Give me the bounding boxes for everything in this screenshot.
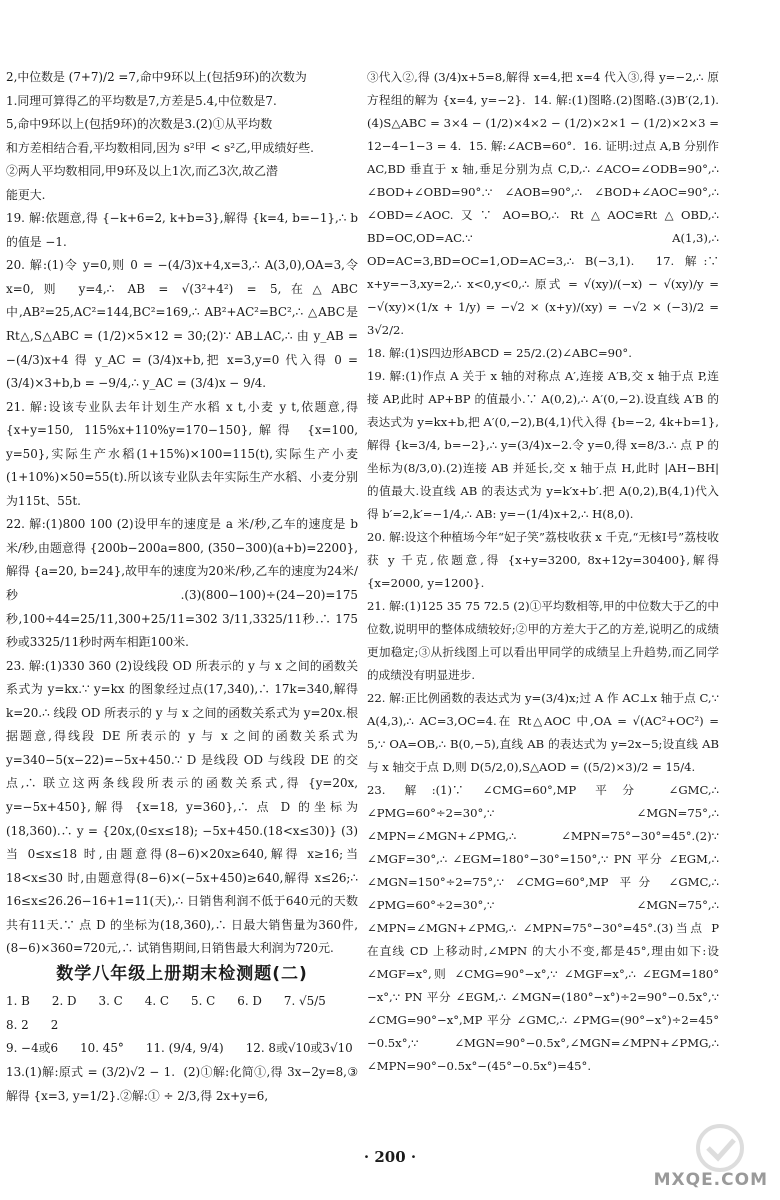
- section-title: 数学八年级上册期末检测题(二): [56, 963, 308, 984]
- choice-answers-row: [6, 990, 358, 1037]
- answer-item: 9. −4或6: [6, 1041, 59, 1056]
- answer-item: 3. C: [98, 994, 123, 1009]
- fill-answers-row: [6, 1037, 358, 1061]
- page-number: · 200 ·: [363, 1148, 417, 1166]
- answer-item: 1. B: [6, 994, 30, 1009]
- answers-13-to-17: ③代入②,得 (3/4)x+5=8,解得 x=4,把 x=4 代入③,得 y=−2,∴ 原方程组的解为 {x=4, y=−2}. 14. 解:(1)图略.(2)图略.(3)B′(2,1).(4)S△ABC = 3×4 − (1/2)×4×2 − (1/2)×2×1 − (1/2)×2×3 = 12−4−1−3 = 4. 15. 解:∠ACB=60°. 16. 证明:过点 A,B 分别作 AC,BD 垂直于 x 轴,垂足分别为点 C,D,∴ ∠ACO=∠ODB=90°,∴ ∠BOD+∠OBD=90°.∵ ∠AOB=90°,∴ ∠BOD+∠AOC=90°,∴ ∠OBD=∠AOC.又∵ AO=BO,∴ Rt△AOC≌Rt△OBD,∴ BD=OC,OD=AC.∵ A(1,3),∴ OD=AC=3,BD=OC=1,OD=AC=3,∴ B(−3,1). 17. 解:∵ x+y=−3,xy=2,∴ x<0,y<0,∴ 原式 = √(xy)/(−x) − √(xy)/y = −√(xy)×(1/x + 1/y) = −√2 × (x+y)/(xy) = −√2 × (−3)/2 = 3√2/2.: [367, 70, 723, 337]
- answer-22: 22. 解:正比例函数的表达式为 y=(3/4)x;过 A 作 AC⊥x 轴于点 C,∵ A(4,3),∴ AC=3,OC=4.在 Rt△AOC 中,OA = √(AC²+OC²) = 5,∵ OA=OB,∴ B(0,−5),直线 AB 的表达式为 y=2x−5;设直线 AB 与 x 轴交于点 D,则 D(5/2,0),S△AOD = ((5/2)×3)/2 = 15/4.: [367, 691, 723, 774]
- answer-item: 11. (9/4, 9/4): [145, 1041, 224, 1056]
- answer-20: 20. 解:设这个种植场今年“妃子笑”荔枝收获 x 千克,“无核Ⅰ号”荔枝收获 y 千克,依题意,得 {x+y=3200, 8x+12y=30400},解得 {x=2000, y=1200}.: [367, 530, 723, 590]
- answer-item: 2. D: [51, 994, 77, 1009]
- answer-item: 2: [50, 1017, 59, 1032]
- answer-21: 21. 解:(1)125 35 75 72.5 (2)①平均数相等,甲的中位数大于乙的中位数,说明甲的整体成绩较好;②甲的方差大于乙的方差,说明乙的成绩更加稳定;③从折线图上可以看出甲同学的成绩呈上升趋势,而乙同学的成绩没有明显进步.: [367, 599, 719, 682]
- answer-item: 10. 45°: [80, 1041, 124, 1056]
- right-column: [367, 66, 723, 1078]
- answer-item: 8. 2: [6, 1017, 29, 1032]
- answer-18: 18. 解:(1)S四边形ABCD = 25/2.(2)∠ABC=90°.: [367, 346, 632, 360]
- answer-item: 7. √5/5: [283, 994, 326, 1009]
- answer-23: 23. 解:(1)330 360 (2)设线段 OD 所表示的 y 与 x 之间的函数关系式为 y=kx.∵ y=kx 的图象经过点(17,340),∴ 17k=340,解得 k=20.∴ 线段 OD 所表示的 y 与 x 之间的函数关系式为 y=20x.根据题意,得线段 DE 所表示的 y 与 x 之间的函数关系式为 y=340−5(x−22)=−5x+450.∵ D 是线段 OD 与线段 DE 的交点,∴ 联立这两条线段所表示的函数关系式,得 {y=20x, y=−5x+450},解得 {x=18, y=360},∴ 点 D 的坐标为(18,360).∴ y = {20x,(0≤x≤18); −5x+450.(18<x≤30)} (3)当 0≤x≤18 时,由题意得(8−6)×20x≥640,解得 x≥16;当 18<x≤30 时,由题意得(8−6)×(−5x+450)≥640,解得 x≤26;∴ 16≤x≤26.26−16+1=11(天),∴ 日销售利润不低于640元的天数共有11天.∵ 点 D 的坐标为(18,360),∴ 日最大销售量为360件,(8−6)×360=720元,∴ 试销售期间,日销售最大利润为720元.: [6, 658, 362, 956]
- answer-20: 20. 解:(1)令 y=0,则 0 = −(4/3)x+4,x=3,∴ A(3,0),OA=3,令 x=0,则 y=4,∴ AB = √(3²+4²) = 5,在△ABC中,AB²=25,AC²=144,BC²=169,∴ AB²+AC²=BC²,∴ △ABC是Rt△,S△ABC = (1/2)×5×12 = 30;(2)∵ AB⊥AC,∴ 由 y_AB = −(4/3)x+4 得 y_AC = (3/4)x+b,把 x=3,y=0 代入得 0 = (3/4)×3+b,b = −9/4,∴ y_AC = (3/4)x − 9/4.: [6, 258, 362, 391]
- intro-line-2: 1.同理可算得乙的平均数是7,方差是5.4,中位数是7.: [6, 93, 277, 108]
- answer-19: 19. 解:依题意,得 {−k+6=2, k+b=3},解得 {k=4, b=−1},∴ b 的值是 −1.: [6, 211, 362, 249]
- answer-21: 21. 解:设该专业队去年计划生产水稻 x t,小麦 y t,依题意,得 {x+y=150, 115%x+110%y=170−150},解得 {x=100, y=50},实际生产水稻(1+15%)×100=115(t),实际生产小麦(1+10%)×50=55(t).所以该专业队去年实际生产水稻、小麦分别为115t、55t.: [6, 399, 362, 508]
- answer-item: 6. D: [237, 994, 262, 1009]
- answer-19: 19. 解:(1)作点 A 关于 x 轴的对称点 A′,连接 A′B,交 x 轴于点 P,连接 AP,此时 AP+BP 的值最小.∵ A(0,2),∴ A′(0,−2).设直线 A′B 的表达式为 y=kx+b,把 A′(0,−2),B(4,1)代入得 {b=−2, 4k+b=1},解得 {k=3/4, b=−2},∴ y=(3/4)x−2.令 y=0,得 x=8/3.∴ 点 P 的坐标为(8/3,0).(2)连接 AB 并延长,交 x 轴于点 H,此时 |AH−BH| 的值最大.设直线 AB 的表达式为 y=k′x+b′.把 A(0,2),B(4,1)代入得 b′=2,k′=−1/4,∴ AB: y=−(1/4)x+2,∴ H(8,0).: [367, 369, 723, 521]
- answer-item: 4. C: [144, 994, 170, 1009]
- answer-23: 23. 解:(1)∵ ∠CMG=60°,MP 平分 ∠GMC,∴ ∠PMG=60°÷2=30°,∵ ∠MGN=75°,∴ ∠MPN=∠MGN+∠PMG,∴ ∠MPN=75°−30°=45°.(2)∵ ∠MGF=30°,∴ ∠EGM=180°−30°=150°,∵ PN 平分 ∠EGM,∴ ∠MGN=150°÷2=75°,∵ ∠CMG=60°,MP 平分 ∠GMC,∴ ∠PMG=60°÷2=30°,∵ ∠MGN=75°,∴ ∠MPN=∠MGN+∠PMG,∴ ∠MPN=75°−30°=45°.(3)当点 P 在直线 CD 上移动时,∠MPN 的大小不变,都是45°,理由如下:设 ∠MGF=x°,则 ∠CMG=90°−x°,∵ ∠MGF=x°,∴ ∠EGM=180°−x°,∵ PN 平分 ∠EGM,∴ ∠MGN=(180°−x°)÷2=90°−0.5x°,∵ ∠CMG=90°−x°,MP 平分 ∠GMC,∴ ∠PMG=(90°−x°)÷2=45°−0.5x°,∵ ∠MGN=90°−0.5x°,∠MGN=∠MPN+∠PMG,∴ ∠MPN=90°−0.5x°−(45°−0.5x°)=45°.: [367, 783, 723, 1073]
- intro-line-6: 能更大.: [6, 187, 46, 202]
- intro-block: [6, 66, 358, 207]
- left-column: [6, 66, 362, 1108]
- answer-22: 22. 解:(1)800 100 (2)设甲车的速度是 a 米/秒,乙车的速度是 b 米/秒,由题意得 {200b−200a=800, (350−300)(a+b)=2200},解得 {a=20, b=24},故甲车的速度为20米/秒,乙车的速度为24米/秒.(3)(800−100)÷(24−20)=175秒,100÷44=25/11,300+25/11=302 3/11,3325/11秒.∴ 175秒或3325/11秒时两车相距100米.: [6, 517, 362, 650]
- answer-13: 13.(1)解:原式 = (3/2)√2 − 1. (2)①解:化简①,得 3x−2y=8,③解得 {x=3, y=1/2}.②解:① ÷ 2/3,得 2x+y=6,: [6, 1064, 358, 1103]
- intro-line-5: ②两人平均数相同,甲9环及以上1次,而乙3次,故乙潜: [6, 164, 278, 179]
- intro-line-3: 5,命中9环以上(包括9环)的次数是3.(2)①从平均数: [6, 117, 273, 132]
- intro-line-4: 和方差相结合看,平均数相同,因为 s²甲 < s²乙,甲成绩好些.: [6, 140, 314, 155]
- answer-item: 12. 8或√10或3√10: [245, 1041, 353, 1056]
- intro-line-1: 2,中位数是 (7+7)/2 =7,命中9环以上(包括9环)的次数为: [6, 70, 307, 84]
- answer-item: 5. C: [191, 994, 216, 1009]
- watermark-text: MXQE.COM: [653, 1170, 768, 1190]
